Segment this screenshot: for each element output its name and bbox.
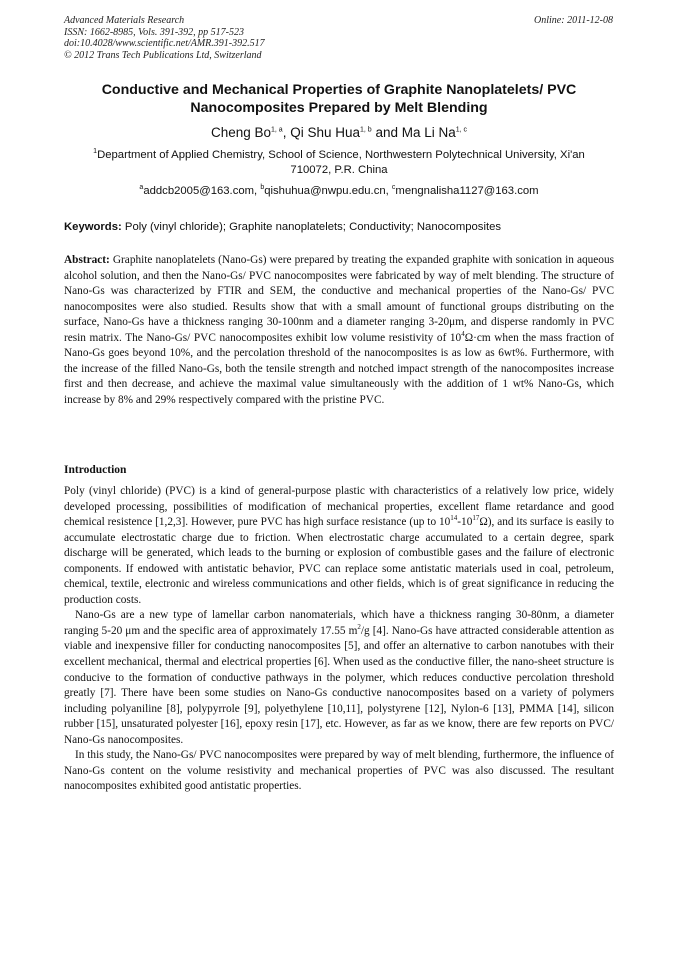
abstract-superscript: 4	[461, 329, 465, 338]
abstract	[64, 253, 614, 408]
author-superscript: 1, a	[271, 126, 283, 134]
online-date: Online: 2011-12-08	[534, 15, 613, 26]
intro-text: Ω), and its surface is easily to accumulate electrostatic charge due to friction. When electrostatic charge accumulated to a certain degree, spark discharge will be generated, which leads to the burning or explosion of combustible gases and the failure of electronic components. If endowed with antistatic behavior, PVC can replace some antistatic materials used in coal, petroleum, chemical, textile, electronic and wireless communications and other fields, which is of great significance in reducing the production costs.	[64, 516, 614, 606]
abstract-text-2: Ω·cm when the mass fraction of Nano-Gs goes beyond 10%, and the percolation threshold of the nanocomposites is as low as 6wt%. Furthermore, with the increase of the filled Nano-Gs, both the tensile strength and notched impact strength of the nanocomposites increase first and then decrease, and achieve the maximal value simultaneously with the addition of 1 wt% Nano-Gs, which increase by 8% and 29% respectively compared with the pristine PVC.	[64, 331, 614, 406]
email-superscript: a	[139, 184, 144, 192]
paper-title	[64, 81, 614, 117]
author-superscript: 1, b	[360, 126, 372, 134]
doi-line: doi:10.4028/www.scientific.net/AMR.391-392.517	[64, 38, 265, 49]
affiliation-superscript: 1	[93, 148, 98, 156]
email-link[interactable]: addcb2005@163.com,	[143, 185, 261, 197]
author-separator: and	[371, 125, 402, 140]
keywords-text: Poly (vinyl chloride); Graphite nanoplatelets; Conductivity; Nanocomposites	[121, 221, 502, 233]
intro-text: /g [4]. Nano-Gs have attracted considerable attention as viable and inexpensive filler for conducting nanocomposites [5], and offer an alternative to carbon nanotubes with their excellent mechanical, thermal and electrical properties [6]. When used as the conductive filler, the nano-sheet structure is conducive to the formation of conductive pathways in the polymer, which reduces conductive percolation threshold greatly [7]. There have been some studies on Nano-Gs conductive nanocomposites based on a variety of polymers including polyaniline [8], polypyrrole [9], polyethylene [10,11], polystyrene [12], Nylon-6 [13], PMMA [14], silicon rubber [15], unsaturated polyester [16], epoxy resin [17], etc. However, as far as we know, there are few reports on PVC/ Nano-Gs nanocomposites.	[64, 624, 614, 746]
section-heading-introduction: Introduction	[64, 464, 127, 476]
intro-superscript: 17	[472, 514, 480, 523]
intro-paragraph-2	[64, 608, 614, 748]
author-name: Ma Li Na	[401, 125, 456, 140]
abstract-text-1: Graphite nanoplatelets (Nano-Gs) were prepared by treating the expanded graphite with sonication in aqueous alcohol solution, and then the Nano-Gs/ PVC nanocomposites were fabricated by way of melt blending. The structure of Nano-Gs was characterized by FTIR and SEM, the conductive and mechanical properties of the Nano-Gs/ PVC nanocomposites were also studied. Results show that with a small amount of functional groups distributing on the surface, Nano-Gs have a thickness ranging 30-100nm and a diameter ranging 3-20μm, and disperse randomly in PVC resin matrix. The Nano-Gs/ PVC nanocomposites exhibit low volume resistivity of 10	[64, 254, 614, 344]
abstract-label: Abstract:	[64, 254, 110, 266]
keywords	[64, 220, 614, 235]
email-superscript: c	[391, 184, 396, 192]
title-line-1: Conductive and Mechanical Properties of Graphite Nanoplatelets/ PVC	[101, 82, 577, 98]
email-list	[64, 184, 614, 199]
introduction-body	[64, 484, 614, 795]
email-link[interactable]: mengnalisha1127@163.com	[395, 185, 539, 197]
intro-paragraph-3: In this study, the Nano-Gs/ PVC nanocomposites were prepared by way of melt blending, furthermore, the influence of Nano-Gs content on the volume resistivity and mechanical properties of PVC was also discussed. The resultant nanocomposites exhibited good antistatic properties.	[64, 749, 614, 793]
author-list	[64, 124, 614, 142]
email-link[interactable]: qishuhua@nwpu.edu.cn,	[264, 185, 392, 197]
journal-header	[64, 15, 265, 61]
affiliation-line-2: 710072, P.R. China	[290, 164, 388, 176]
author-superscript: 1, c	[455, 126, 468, 134]
journal-name: Advanced Materials Research	[64, 15, 185, 26]
intro-paragraph-1	[64, 484, 614, 608]
affiliation-line-1: Department of Applied Chemistry, School of Science, Northwestern Polytechnical University, Xi'an	[97, 149, 585, 161]
intro-text: -10	[457, 516, 473, 529]
title-line-2: Nanocomposites Prepared by Melt Blending	[190, 100, 488, 116]
intro-superscript: 14	[450, 514, 458, 523]
affiliation	[64, 148, 614, 178]
copyright-line: © 2012 Trans Tech Publications Ltd, Switzerland	[64, 49, 262, 61]
intro-text: Poly (vinyl chloride) (PVC) is a kind of general-purpose plastic with characteristics of a relatively low price, widely developed processing, possibilities of modification of mechanical properties, excellent flame retardance and good chemical resistence [1,2,3]. However, pure PVC has high surface resistance (up to 10	[64, 485, 614, 529]
author-name: Cheng Bo	[210, 125, 271, 140]
issn-line: ISSN: 1662-8985, Vols. 391-392, pp 517-523	[64, 26, 244, 38]
intro-text: Nano-Gs are a new type of lamellar carbon nanomaterials, which have a thickness ranging 30-80nm, a diameter ranging 5-20 μm and the specific area of approximately 17.55 m	[64, 609, 614, 637]
email-superscript: b	[260, 184, 265, 192]
author-name: Qi Shu Hua	[290, 125, 360, 140]
intro-superscript: 2	[357, 623, 361, 632]
keywords-label: Keywords:	[64, 221, 122, 233]
author-separator: ,	[282, 125, 291, 140]
